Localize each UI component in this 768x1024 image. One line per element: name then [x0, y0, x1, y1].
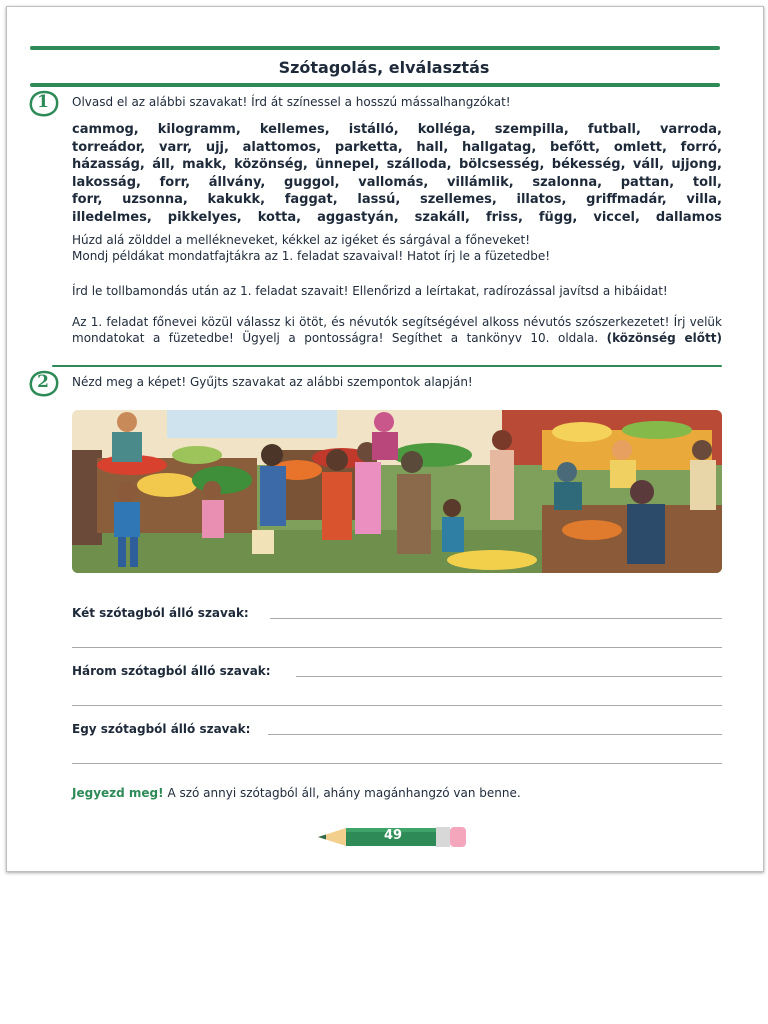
word-line: [72, 121, 722, 139]
word: torreádor,: [72, 139, 146, 155]
word: makk,: [182, 157, 227, 173]
word: aggastyán,: [317, 209, 399, 225]
word: toll,: [692, 174, 722, 190]
word: griffmadár,: [586, 192, 667, 208]
exercise-1-word-list: [72, 121, 722, 227]
word-line: [72, 191, 722, 209]
word-line: [72, 174, 722, 192]
word: faggat,: [284, 192, 338, 208]
word: lassú,: [357, 192, 401, 208]
word: ujjong,: [671, 157, 722, 173]
word: viccel,: [593, 209, 640, 225]
word: varroda,: [659, 122, 722, 137]
task-dictation-instruction: Írd le tollbamondás után az 1. feladat szavait! Ellenőrizd a leírtakat, radírozással javítsd a hibáidat!: [72, 284, 668, 298]
word: hallgatag,: [462, 139, 537, 155]
page-number-pencil: [316, 822, 468, 852]
task-postposition-example: (közönség előtt): [606, 331, 722, 345]
word: forró,: [680, 139, 722, 155]
word: forr,: [159, 174, 191, 190]
task-underline-instruction: Húzd alá zölddel a mellékneveket, kékkel az igéket és sárgával a főneveket!: [72, 233, 531, 247]
word: cammog,: [72, 122, 139, 137]
header-brush-bottom: [30, 83, 720, 87]
task-postposition-instruction: [72, 314, 722, 346]
word: pattan,: [620, 174, 675, 190]
two-syllable-answer-line[interactable]: [270, 618, 722, 619]
word: varr,: [158, 139, 193, 155]
word: közönség,: [234, 157, 308, 173]
exercise-2-instruction: Nézd meg a képet! Gyűjts szavakat az alábbi szempontok alapján!: [72, 375, 473, 389]
word: kotta,: [257, 209, 302, 225]
three-syllable-label: Három szótagból álló szavak:: [72, 664, 271, 678]
word: illatos,: [516, 192, 567, 208]
remember-note-heading: Jegyezd meg!: [72, 786, 164, 800]
word: villámlik,: [447, 174, 514, 190]
word-line: [72, 156, 722, 174]
word: ünnepel,: [315, 157, 380, 173]
word: kakukk,: [207, 192, 266, 208]
page-number: 49: [384, 828, 403, 843]
three-syllable-answer-line-2[interactable]: [72, 705, 722, 706]
remember-note-text: A szó annyi szótagból áll, ahány magánhangzó van benne.: [167, 786, 521, 800]
two-syllable-answer-line-2[interactable]: [72, 647, 722, 648]
word: omlett,: [613, 139, 667, 155]
word-line: [72, 139, 722, 157]
word: kolléga,: [417, 122, 476, 137]
market-scene-image: [72, 410, 722, 573]
page-title: Szótagolás, elválasztás: [278, 58, 490, 77]
market-illustration: [72, 410, 722, 573]
word: villa,: [686, 192, 722, 208]
word: ujj,: [205, 139, 229, 155]
word: házasság,: [72, 157, 145, 173]
two-syllable-label: Két szótagból álló szavak:: [72, 606, 249, 620]
word: forr,: [72, 192, 103, 208]
word: szalonna,: [532, 174, 603, 190]
word: vallomás,: [358, 174, 429, 190]
word: szálloda,: [386, 157, 452, 173]
exercise-1-number-badge: 1: [28, 90, 58, 116]
word: guggol,: [284, 174, 340, 190]
word: lakosság,: [72, 174, 141, 190]
word-line: [72, 209, 722, 227]
word: befőtt,: [550, 139, 601, 155]
task-postposition-text: Az 1. feladat főnevei közül válassz ki ötöt, és névutók segítségével alkoss névutós szószerkezetet! Írj velük mondatokat a füzetedbe! Ügyelj a pontosságra! Segíthet a tankönyv 10. oldala.: [72, 315, 722, 345]
header-brush-top: [30, 46, 720, 50]
word: hall,: [416, 139, 449, 155]
word: függ,: [538, 209, 578, 225]
word: illedelmes,: [72, 209, 152, 225]
word: kellemes,: [259, 122, 330, 137]
exercise-2-number-badge: 2: [28, 370, 58, 396]
word: áll,: [152, 157, 175, 173]
word: alattomos,: [242, 139, 322, 155]
one-syllable-answer-line[interactable]: [268, 734, 722, 735]
word: állvány,: [208, 174, 266, 190]
word: békesség,: [551, 157, 626, 173]
one-syllable-label: Egy szótagból álló szavak:: [72, 722, 251, 736]
exercise-1-instruction: Olvasd el az alábbi szavakat! Írd át színessel a hosszú mássalhangzókat!: [72, 95, 511, 109]
one-syllable-answer-line-2[interactable]: [72, 763, 722, 764]
word: dallamos: [655, 209, 722, 225]
word: szempilla,: [494, 122, 569, 137]
word: futball,: [587, 122, 641, 137]
three-syllable-answer-line[interactable]: [296, 676, 722, 677]
word: bölcsesség,: [458, 157, 545, 173]
word: uzsonna,: [122, 192, 188, 208]
word: szellemes,: [419, 192, 497, 208]
task-sentence-types-instruction: Mondj példákat mondatfajtákra az 1. feladat szavaival! Hatot írj le a füzetedbe!: [72, 249, 551, 263]
section-divider: [52, 365, 722, 367]
word: kilogramm,: [157, 122, 241, 137]
word: friss,: [485, 209, 523, 225]
word: parketta,: [334, 139, 403, 155]
word: szakáll,: [414, 209, 470, 225]
remember-note: [72, 786, 521, 800]
word: istálló,: [348, 122, 399, 137]
word: váll,: [632, 157, 665, 173]
word: pikkelyes,: [167, 209, 242, 225]
